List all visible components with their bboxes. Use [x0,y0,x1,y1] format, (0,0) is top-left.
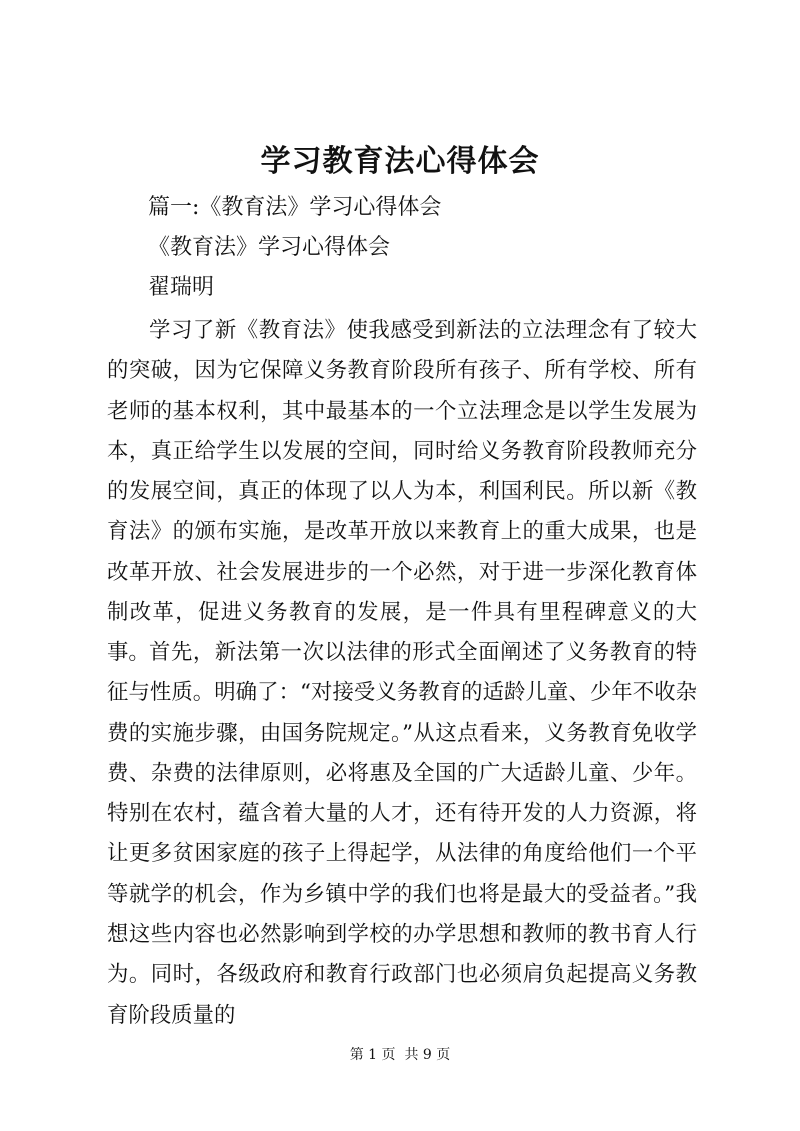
article-author: 翟瑞明 [148,275,215,300]
body-paragraph: 首先，新法第一次以法律的形式全面阐述了义务教育的特征与性质。明确了：“对接受义务教育的适龄儿童、少年不收杂费的实施步骤，由国务院规定。”从这点看来，义务教育免收学费、杂费的法律原则，必将惠及全国的广大适龄儿童、少年。特别在农村，蕴含着大量的人才，还有待开发的人力资源，将让更多贫困家庭的孩子上得起学，从法律的角度给他们一个平等就学的机会，作为乡镇中学的我们也将是最大的受益者。”我想这些内容也必然影响到学校的办学思想和教师的教书育人行为。同时，各级政府和教育行政部门也必须肩负起提高义务教育阶段质量的 [107,640,697,1028]
article-subtitle: 篇一:《教育法》学习心得体会 [148,195,442,220]
document-title: 学习教育法心得体会 [260,144,540,179]
article-heading: 《教育法》学习心得体会 [148,235,391,260]
page-number: 第 1 页 共 9 页 [349,1047,451,1063]
body-paragraph: 学习了新《教育法》使我感受到新法的立法理念有了较大的突破，因为它保障义务教育阶段所有孩子、所有学校、所有老师的基本权利，其中最基本的一个立法理念是以学生发展为本，真正给学生以发展的空间，同时给义务教育阶段教师充分的发展空间，真正的体现了以人为本，利国利民。所以新《教育法》的颁布实施，是改革开放以来教育上的重大成果，也是改革开放、社会发展进步的一个必然，对于进一步深化教育体制改革，促进义务教育的发展，是一件具有里程碑意义的大事。 [107,318,697,666]
